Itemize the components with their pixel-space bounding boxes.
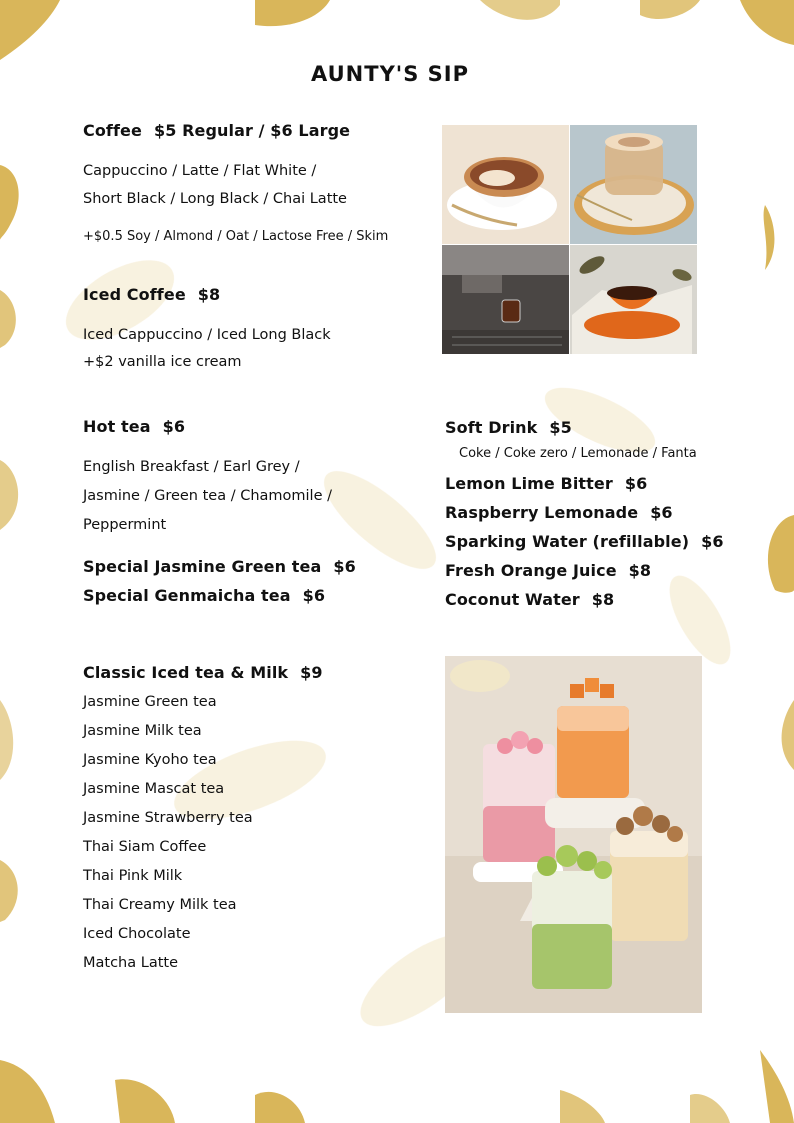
iced-coffee-heading <box>83 285 220 304</box>
drink-price: $8 <box>628 561 652 580</box>
classic-item: Jasmine Mascat tea <box>83 781 225 797</box>
coffee-line-2: Short Black / Long Black / Chai Latte <box>83 191 347 207</box>
soft-drink-heading <box>445 418 572 437</box>
drink-name: Raspberry Lemonade <box>445 503 639 522</box>
soft-drink-options: Coke / Coke zero / Lemonade / Fanta <box>459 446 697 461</box>
iced-coffee-price: $8 <box>197 285 221 304</box>
hot-tea-heading <box>83 417 185 436</box>
drink-item <box>445 590 614 609</box>
drink-price: $8 <box>591 590 615 609</box>
hot-tea-name: Hot tea <box>83 417 151 436</box>
drink-price: $6 <box>650 503 673 522</box>
classic-price: $9 <box>300 663 323 682</box>
coffee-line-1: Cappuccino / Latte / Flat White / <box>83 163 317 179</box>
drink-item <box>445 503 673 522</box>
drink-name: Sparking Water (refillable) <box>445 532 690 551</box>
coffee-heading <box>83 121 350 140</box>
drink-name: Coconut Water <box>445 590 580 609</box>
classic-item: Matcha Latte <box>83 955 178 971</box>
classic-item: Thai Siam Coffee <box>83 839 207 855</box>
coffee-name: Coffee <box>83 121 142 140</box>
classic-item: Thai Pink Milk <box>83 868 183 884</box>
hot-tea-line-1: English Breakfast / Earl Grey / <box>83 459 300 475</box>
hot-tea-line-2: Jasmine / Green tea / Chamomile / <box>83 488 332 504</box>
soft-drink-name: Soft Drink <box>445 418 538 437</box>
drink-price: $6 <box>624 474 648 493</box>
classic-item: Jasmine Milk tea <box>83 723 202 739</box>
drink-item <box>445 474 647 493</box>
iced-coffee-line-1: Iced Cappuccino / Iced Long Black <box>83 327 331 343</box>
classic-name: Classic Iced tea & Milk <box>83 663 289 682</box>
classic-item: Jasmine Green tea <box>83 694 217 710</box>
special-name: Special Jasmine Green tea <box>83 557 322 576</box>
special-item <box>83 557 356 576</box>
special-name: Special Genmaicha tea <box>83 586 291 605</box>
hot-tea-price: $6 <box>162 417 186 436</box>
drink-item <box>445 561 651 580</box>
drink-name: Fresh Orange Juice <box>445 561 617 580</box>
classic-item: Iced Chocolate <box>83 926 191 942</box>
classic-item: Thai Creamy Milk tea <box>83 897 237 913</box>
soft-drink-price: $5 <box>549 418 572 437</box>
special-price: $6 <box>302 586 326 605</box>
coffee-photo-collage <box>442 125 697 354</box>
classic-item: Jasmine Kyoho tea <box>83 752 217 768</box>
iced-drinks-photo <box>445 656 702 1013</box>
coffee-price: $5 Regular / $6 Large <box>153 121 351 140</box>
special-price: $6 <box>333 557 356 576</box>
drink-name: Lemon Lime Bitter <box>445 474 613 493</box>
coffee-extras: +$0.5 Soy / Almond / Oat / Lactose Free / Skim <box>83 229 389 244</box>
iced-coffee-name: Iced Coffee <box>83 285 186 304</box>
drink-price: $6 <box>701 532 724 551</box>
menu-title: AUNTY'S SIP <box>311 62 469 86</box>
classic-heading <box>83 663 323 682</box>
classic-item: Jasmine Strawberry tea <box>83 810 253 826</box>
special-item <box>83 586 325 605</box>
hot-tea-line-3: Peppermint <box>83 517 167 533</box>
iced-coffee-line-2: +$2 vanilla ice cream <box>83 354 242 370</box>
drink-item <box>445 532 724 551</box>
